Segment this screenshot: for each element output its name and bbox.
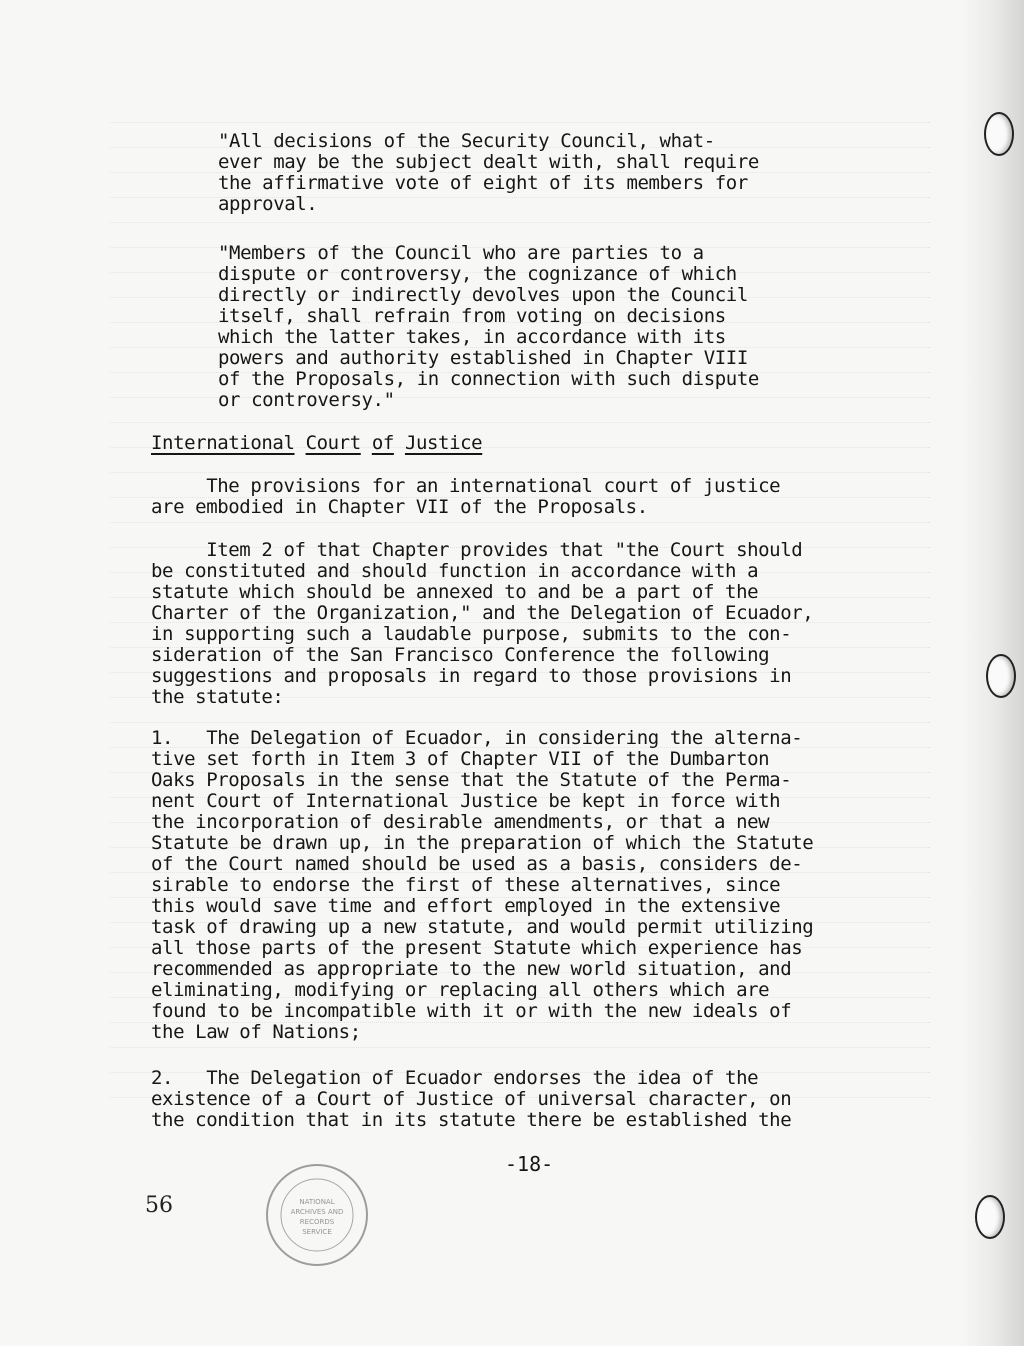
svg-text:SERVICE: SERVICE — [302, 1228, 332, 1236]
punch-hole-middle — [986, 654, 1016, 698]
handwritten-page-number: 56 — [145, 1193, 173, 1218]
heading-word: Court — [305, 432, 361, 454]
body-paragraph-2: Item 2 of that Chapter provides that "the Court should be constituted and should function in accordance with a statute which should be annexed to and be a part of the Charter of the Organization," and the Delegation of Ecuador, in supporting such a laudable purpose, submits to the con- sideration of the San Francisco Conference the following suggestions and proposals in regard to those provisions in the statute: — [151, 539, 814, 708]
numbered-item-2: 2. The Delegation of Ecuador endorses the idea of the existence of a Court of Justice of universal character, on the condition that in its statute there be established the — [151, 1067, 792, 1131]
archive-stamp — [262, 1160, 372, 1270]
section-heading — [151, 432, 482, 454]
quote-paragraph-1: "All decisions of the Security Council, what- ever may be the subject dealt with, shall require the affirmative vote of eight of its members for approval. — [218, 130, 759, 215]
heading-word: Justice — [404, 432, 483, 454]
svg-text:RECORDS: RECORDS — [299, 1218, 335, 1226]
svg-text:ARCHIVES AND: ARCHIVES AND — [290, 1208, 344, 1216]
numbered-item-1: 1. The Delegation of Ecuador, in considering the alterna- tive set forth in Item 3 of Chapter VII of the Dumbarton Oaks Proposals in the sense that the Statute of the Perma- nent Court of International Justice be kept in force with the incorporation of desirable amendments, or that a new Statute be drawn up, in the preparation of which the Statute of the Court named should be used as a basis, considers de- sirable to endorse the first of these alternatives, since this would save time and effort employed in the extensive task of drawing up a new statute, and would permit utilizing all those parts of the present Statute which experience has recommended as appropriate to the new world situation, and eliminating, modifying or replacing all others which are found to be incompatible with it or with the new ideals of the Law of Nations; — [151, 727, 814, 1043]
svg-text:NATIONAL: NATIONAL — [299, 1198, 335, 1206]
body-paragraph-1: The provisions for an international court of justice are embodied in Chapter VII of the Proposals. — [151, 475, 781, 518]
punch-hole-bottom — [975, 1195, 1005, 1239]
quote-paragraph-2: "Members of the Council who are parties to a dispute or controversy, the cognizance of which directly or indirectly devolves upon the Council itself, shall refrain from voting on decisions which the latter takes, in accordance with its powers and authority established in Chapter VIII of the Proposals, in connection with such dispute or controversy." — [218, 242, 759, 411]
punch-hole-top — [984, 112, 1014, 156]
heading-word: of — [371, 432, 394, 454]
page-number: -18- — [505, 1152, 554, 1176]
heading-word: International — [151, 432, 295, 454]
